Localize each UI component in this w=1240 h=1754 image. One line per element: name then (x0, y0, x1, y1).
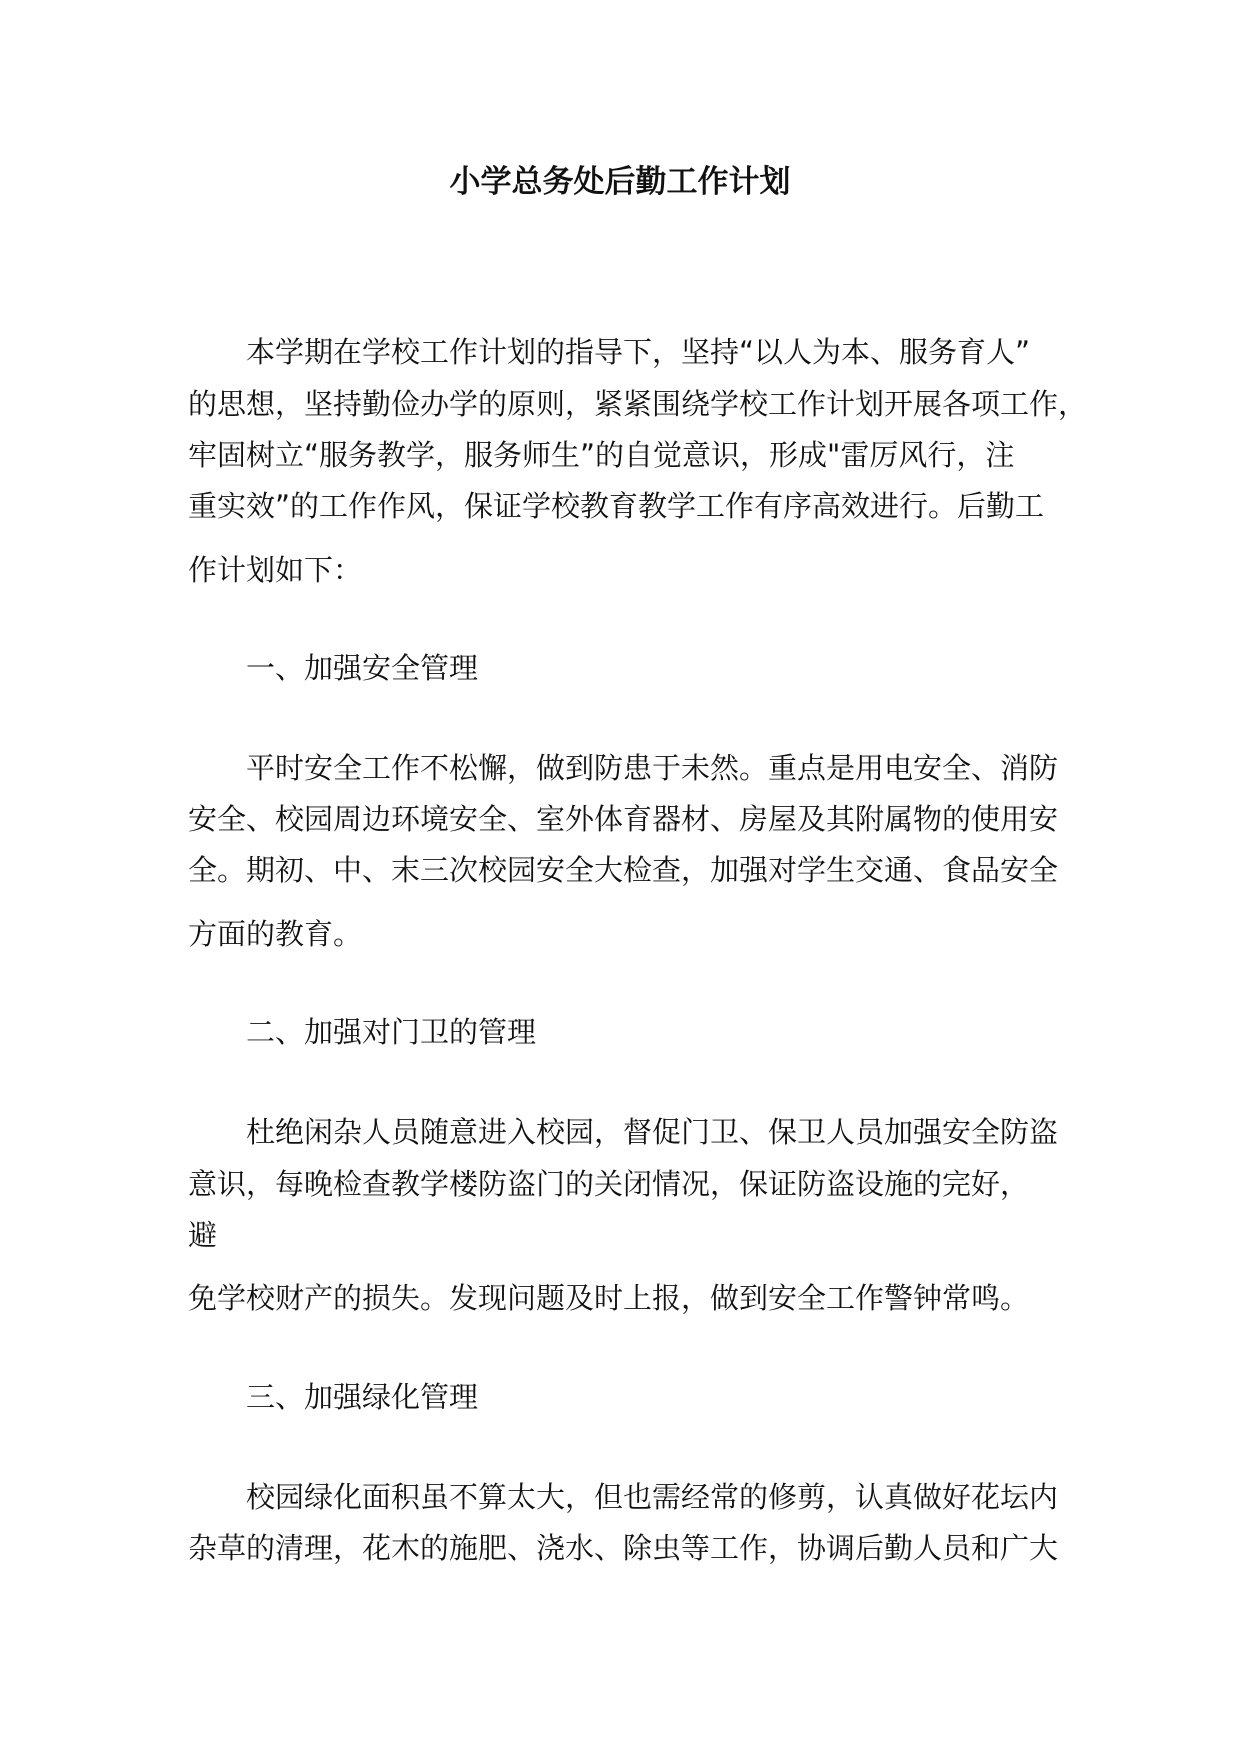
intro-line-4: 重实效”的工作作风，保证学校教育教学工作有序高效进行。后勤工 (188, 489, 1045, 523)
section-2-line-2: 意识，每晚检查教学楼防盗门的关闭情况，保证防盗设施的完好， (188, 1167, 1030, 1201)
section-2-line-3: 避 (188, 1218, 218, 1252)
section-3-line-2: 杂草的清理，花木的施肥、浇水、除虫等工作，协调后勤人员和广大 (188, 1531, 1059, 1565)
section-1-heading: 一、加强安全管理 (246, 651, 479, 685)
section-2-line-4: 免学校财产的损失。发现问题及时上报，做到安全工作警钟常鸣。 (188, 1281, 1030, 1315)
section-1-line-3: 全。期初、中、末三次校园安全大检查，加强对学生交通、食品安全 (188, 853, 1059, 887)
intro-line-3: 牢固树立“服务教学，服务师生”的自觉意识，形成"雷厉风行，注 (188, 438, 1015, 472)
intro-line-1: 本学期在学校工作计划的指导下，坚持“以人为本、服务育人” (246, 335, 1031, 369)
section-3-heading: 三、加强绿化管理 (246, 1380, 479, 1414)
section-1-line-2: 安全、校园周边环境安全、室外体育器材、房屋及其附属物的使用安 (188, 802, 1059, 836)
section-1-line-1: 平时安全工作不松懈，做到防患于未然。重点是用电安全、消防 (246, 751, 1059, 785)
section-1-line-4: 方面的教育。 (188, 917, 363, 951)
section-2-line-1: 杜绝闲杂人员随意进入校园，督促门卫、保卫人员加强安全防盗 (246, 1115, 1059, 1149)
section-2-heading: 二、加强对门卫的管理 (246, 1015, 537, 1049)
intro-line-2: 的思想，坚持勤俭办学的原则，紧紧围绕学校工作计划开展各项工作， (188, 387, 1088, 421)
document-title: 小学总务处后勤工作计划 (449, 164, 791, 200)
section-3-line-1: 校园绿化面积虽不算太大，但也需经常的修剪，认真做好花坛内 (246, 1480, 1059, 1514)
intro-line-5: 作计划如下： (188, 553, 363, 587)
